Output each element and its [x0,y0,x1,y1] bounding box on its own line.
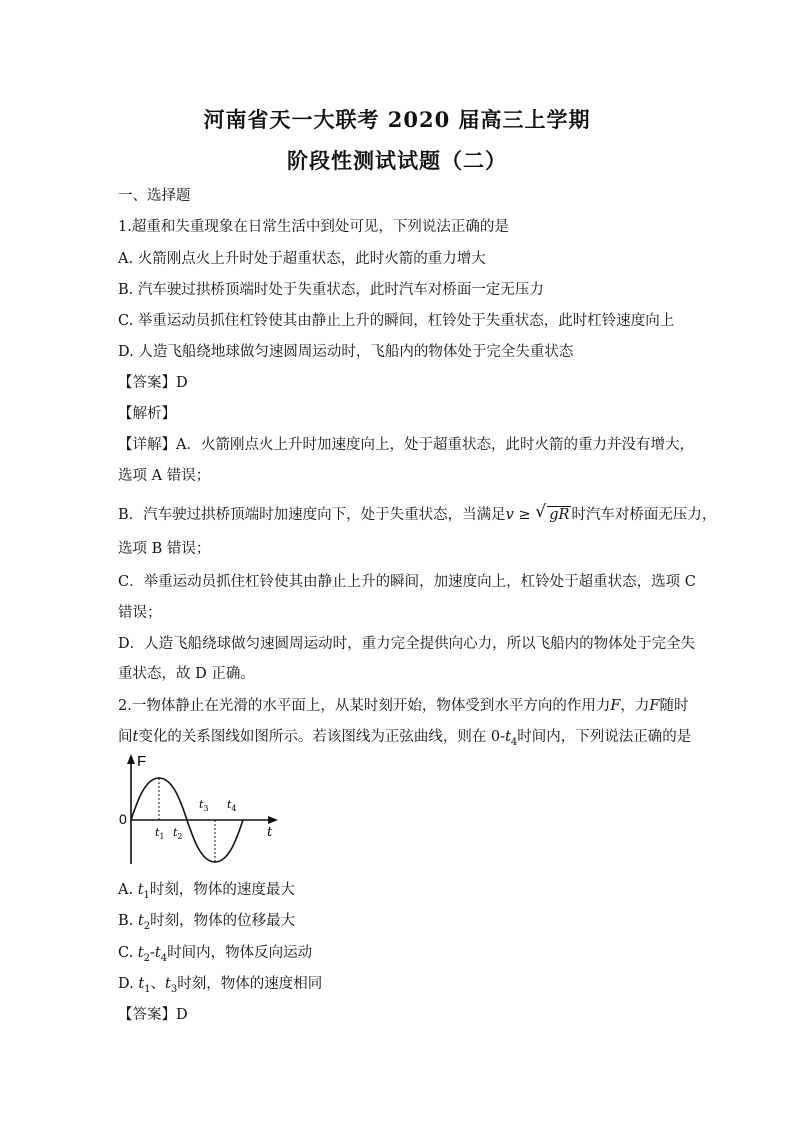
x-axis-arrow-icon [268,816,278,824]
sqrt-sign-icon: √ [535,502,547,522]
symbol-t: t [165,976,171,992]
subscript: 3 [170,983,178,995]
subscript: 4 [510,736,518,748]
q1-analysis-label: 【解析】 [118,406,176,422]
option-letter: C. [118,945,138,961]
y-axis-arrow-icon [127,754,135,764]
q1-detail-b-tail: 时汽车对桥面无压力， [571,507,717,523]
q1-detail-a-line1: 【详解】A．火箭刚点火上升时加速度向上，处于超重状态，此时火箭的重力并没有增大， [118,437,694,453]
subscript: 1 [143,889,150,901]
option-text: 时刻，物体的速度相同 [177,976,323,992]
y-axis-label: F [137,753,147,770]
sqrt-formula [535,502,571,525]
option-text: 时刻，物体的位移最大 [150,913,296,929]
symbol-t: t [137,913,144,929]
q2-stem-text-b: ，力 [620,698,650,714]
tick-label-t1: $t_1$ [155,826,165,841]
formula-v: v [505,507,514,523]
section-heading: 一、选择题 [118,188,191,204]
q2-stem-line1 [118,696,688,716]
q1-detail-d-line1: D．人造飞船绕球做匀速圆周运动时，重力完全提供向心力，所以飞船内的物体处于完全失 [118,636,696,652]
dash: - [150,945,155,961]
option-text: 时间内，物体反向运动 [167,945,313,961]
subscript: 1 [144,983,151,995]
q1-stem: 1.超重和失重现象在日常生活中到处可见，下列说法正确的是 [118,219,509,235]
symbol-t: t [505,729,511,745]
document-title-line1: 河南省天一大联考 2020 届高三上学期 [203,107,591,132]
symbol-t: t [137,882,144,898]
q1-detail-a-line2: 选项 A 错误； [118,468,211,484]
tick-label-t4: $t_4$ [227,798,237,813]
sqrt-radicand: gR [549,507,570,523]
symbol-t: t [154,945,161,961]
q2-answer: 【答案】D [118,1007,188,1023]
q2-stem-text-e: 变化的关系图线如图所示。若该图线为正弦曲线，则在 0- [138,729,506,745]
symbol-t: t [138,976,145,992]
separator: 、 [150,976,166,992]
q1-detail-b-line1 [118,502,717,525]
symbol-F: F [610,698,621,714]
x-axis-label: t [267,825,273,840]
tick-label-t2: $t_2$ [173,826,183,841]
q2-option-d [118,974,322,1000]
q1-detail-b-line2: 选项 B 错误； [118,541,211,557]
q1-option-a: A. 火箭刚点火上升时处于超重状态，此时火箭的重力增大 [118,251,486,267]
q1-detail-c-line2: 错误； [118,605,162,621]
option-text: 时刻，物体的速度最大 [149,882,295,898]
option-letter: D. [118,976,139,992]
document-title-line2: 阶段性测试试题（二） [287,148,507,173]
tick-label-t3: $t_3$ [199,798,209,813]
symbol-F: F [649,698,660,714]
q2-option-a [118,880,295,906]
option-letter: A. [118,882,138,898]
q2-stem-text-a: 2.一物体静止在光滑的水平面上，从某时刻开始，物体受到水平方向的作用力 [118,698,611,714]
origin-label: 0 [119,811,127,827]
q2-stem-text-d: 间 [118,729,133,745]
q1-detail-d-line2: 重状态，故 D 正确。 [118,666,255,682]
subscript: 4 [160,952,168,964]
q2-option-c [118,943,312,969]
q2-stem-text-f: 时间内，下列说法正确的是 [517,729,692,745]
formula-ge: ≥ [513,507,536,523]
q1-detail-b-text: B．汽车驶过拱桥顶端时加速度向下，处于失重状态，当满足 [118,507,506,523]
symbol-t: t [137,945,144,961]
q2-stem-text-c: 随时 [659,698,689,714]
subscript: 2 [143,920,151,932]
q1-detail-c-line1: C．举重运动员抓住杠铃使其由静止上升的瞬间，加速度向上，杠铃处于超重状态，选项 C [118,574,696,590]
q2-stem-line2 [118,727,691,753]
option-letter: B. [118,913,138,929]
q1-option-b: B. 汽车驶过拱桥顶端时处于失重状态，此时汽车对桥面一定无压力 [118,282,544,298]
q1-answer: 【答案】D [118,375,188,391]
force-time-graph [115,752,285,870]
subscript: 2 [143,952,150,964]
symbol-t: t [132,729,139,745]
q2-option-b [118,911,295,937]
q1-option-c: C. 举重运动员抓住杠铃使其由静止上升的瞬间，杠铃处于失重状态，此时杠铃速度向上 [118,313,675,329]
q1-option-d: D. 人造飞船绕地球做匀速圆周运动时，飞船内的物体处于完全失重状态 [118,344,574,360]
